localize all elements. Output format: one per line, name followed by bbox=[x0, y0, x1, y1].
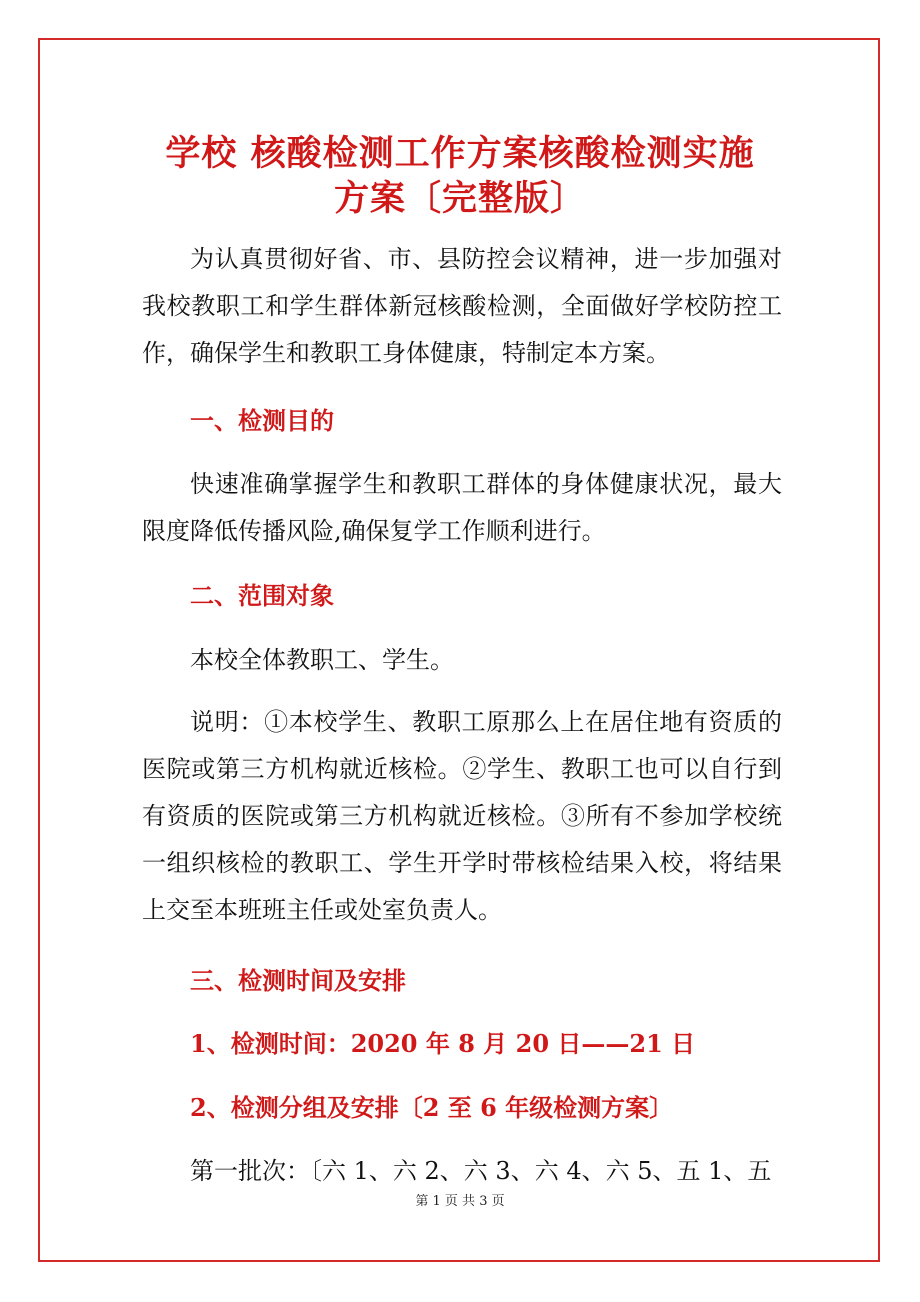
section3-item2: 2、检测分组及安排〔2 至 6 年级检测方案〕 bbox=[190, 1093, 674, 1122]
section2-heading: 二、范围对象 bbox=[190, 581, 334, 610]
section1-body: 快速准确掌握学生和教职工群体的身体健康状况，最大限度降低传播风险,确保复学工作顺利进行。 bbox=[142, 470, 782, 545]
section3-heading: 三、检测时间及安排 bbox=[190, 966, 406, 995]
intro-paragraph: 为认真贯彻好省、市、县防控会议精神，进一步加强对我校教职工和学生群体新冠核酸检测，全面做好学校防控工作，确保学生和教职工身体健康，特制定本方案。 bbox=[142, 245, 782, 367]
section3-batch1: 第一批次：〔六 1、六 2、六 3、六 4、六 5、五 1、五 bbox=[190, 1157, 772, 1185]
section2-note: 说明：①本校学生、教职工原那么上在居住地有资质的医院或第三方机构就近核检。②学生、教职工也可以自行到有资质的医院或第三方机构就近核检。③所有不参加学校统一组织核检的教职工、学生开学时带核检结果入校，将结果上交至本班班主任或处室负责人。 bbox=[142, 708, 782, 924]
document-title-line2: 方案〔完整版〕 bbox=[333, 178, 586, 219]
document-title-line1: 学校 核酸检测工作方案核酸检测实施 bbox=[165, 133, 755, 174]
page-footer: 第 1 页 共 3 页 bbox=[415, 1194, 505, 1209]
section2-body: 本校全体教职工、学生。 bbox=[190, 646, 454, 674]
section1-heading: 一、检测目的 bbox=[190, 406, 334, 435]
section3-item1: 1、检测时间：2020 年 8 月 20 日——21 日 bbox=[190, 1029, 696, 1058]
